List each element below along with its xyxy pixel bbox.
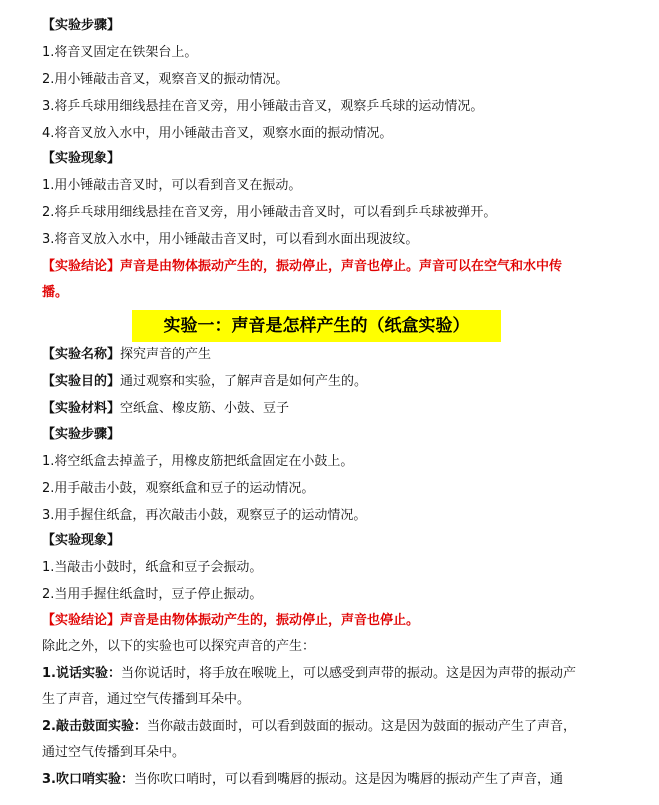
experiment-materials bbox=[42, 396, 641, 422]
extra-item-label: 3.吹口哨实验： bbox=[42, 772, 134, 787]
conclusion-text: 声音是由物体振动产生的，振动停止，声音也停止。声音可以在空气和水中传 bbox=[120, 259, 563, 274]
conclusion-label: 【实验结论】 bbox=[42, 613, 121, 628]
extra-item-text: 当你说话时，将手放在喉咙上，可以感受到声带的振动。这是因为声带的振动产 bbox=[120, 666, 576, 681]
steps-heading: 【实验步骤】 bbox=[42, 427, 121, 442]
conclusion-label: 【实验结论】 bbox=[42, 259, 121, 274]
phenomenon-item: 2.当用手握住纸盒时，豆子停止振动。 bbox=[42, 587, 263, 602]
steps-heading: 【实验步骤】 bbox=[42, 18, 121, 33]
phenomena-heading: 【实验现象】 bbox=[42, 533, 121, 548]
phenomena-heading: 【实验现象】 bbox=[42, 151, 121, 166]
extra-item-continuation: 通过空气传播到耳朵中。 bbox=[42, 745, 186, 760]
extra-item-text: 当你敲击鼓面时，可以看到鼓面的振动。这是因为鼓面的振动产生了声音， bbox=[146, 719, 576, 734]
phenomenon-item: 3.将音叉放入水中，用小锤敲击音叉时，可以看到水面出现波纹。 bbox=[42, 232, 419, 247]
conclusion bbox=[42, 254, 641, 280]
extra-intro: 除此之外，以下的实验也可以探究声音的产生： bbox=[42, 639, 316, 654]
conclusion-continuation: 播。 bbox=[42, 285, 69, 300]
material-label: 【实验材料】 bbox=[42, 401, 121, 416]
phenomenon-item: 1.当敲击小鼓时，纸盒和豆子会振动。 bbox=[42, 560, 263, 575]
experiment-name bbox=[42, 342, 641, 368]
extra-item bbox=[42, 661, 641, 687]
step-item: 2.用小锤敲击音叉，观察音叉的振动情况。 bbox=[42, 72, 289, 87]
material-value: 空纸盒、橡皮筋、小鼓、豆子 bbox=[120, 401, 290, 416]
experiment-goal bbox=[42, 369, 641, 395]
step-item: 1.将空纸盒去掉盖子，用橡皮筋把纸盒固定在小鼓上。 bbox=[42, 454, 354, 469]
phenomenon-item: 1.用小锤敲击音叉时，可以看到音叉在振动。 bbox=[42, 178, 302, 193]
step-item: 4.将音叉放入水中，用小锤敲击音叉，观察水面的振动情况。 bbox=[42, 126, 393, 141]
extra-item-label: 1.说话实验： bbox=[42, 666, 121, 681]
step-item: 2.用手敲击小鼓，观察纸盒和豆子的运动情况。 bbox=[42, 481, 315, 496]
conclusion-text: 声音是由物体振动产生的，振动停止，声音也停止。 bbox=[120, 613, 420, 628]
extra-item-continuation: 生了声音，通过空气传播到耳朵中。 bbox=[42, 692, 251, 707]
conclusion bbox=[42, 608, 641, 634]
extra-item bbox=[42, 767, 641, 793]
goal-label: 【实验目的】 bbox=[42, 374, 121, 389]
step-item: 3.将乒乓球用细线悬挂在音叉旁，用小锤敲击音叉，观察乒乓球的运动情况。 bbox=[42, 99, 484, 114]
step-item: 1.将音叉固定在铁架台上。 bbox=[42, 45, 198, 60]
extra-item bbox=[42, 714, 641, 740]
phenomenon-item: 2.将乒乓球用细线悬挂在音叉旁，用小锤敲击音叉时，可以看到乒乓球被弹开。 bbox=[42, 205, 497, 220]
extra-item-text: 当你吹口哨时，可以看到嘴唇的振动。这是因为嘴唇的振动产生了声音，通 bbox=[133, 772, 563, 787]
name-value: 探究声音的产生 bbox=[120, 347, 212, 362]
name-label: 【实验名称】 bbox=[42, 347, 121, 362]
experiment-title: 实验一：声音是怎样产生的（纸盒实验） bbox=[132, 310, 501, 342]
extra-item-label: 2.敲击鼓面实验： bbox=[42, 719, 147, 734]
goal-value: 通过观察和实验，了解声音是如何产生的。 bbox=[120, 374, 368, 389]
step-item: 3.用手握住纸盒，再次敲击小鼓，观察豆子的运动情况。 bbox=[42, 508, 367, 523]
